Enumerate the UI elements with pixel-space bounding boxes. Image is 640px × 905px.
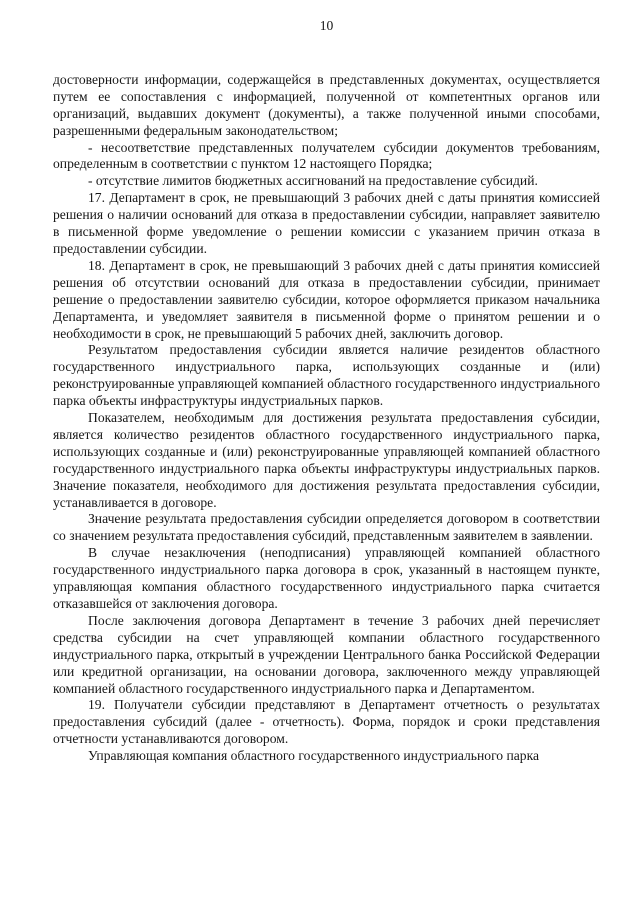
paragraph-result-value: Значение результата предоставления субсидии определяется договором в соответствии со значением результата предоставления субсидий, представленным заявителем в заявлении. bbox=[53, 511, 600, 544]
paragraph-result: Результатом предоставления субсидии является наличие резидентов областного государственного индустриального парка, использующих созданные и (или) реконструированные управляющей компанией областного государственного индустриального парка объекты инфраструктуры индустриальных парков. bbox=[53, 342, 600, 409]
page-number: 10 bbox=[319, 18, 334, 33]
paragraph-transfer: После заключения договора Департамент в течение 3 рабочих дней перечисляет средства субсидии на счет управляющей компании областного государственного индустриального парка, открытый в учреждении Центрального банка Российской Федерации или кредитной организации, на основании договора, заключенного между управляющей компанией областного государственного индустриального парка и Департаментом. bbox=[53, 612, 600, 696]
paragraph-document-verification: достоверности информации, содержащейся в представленных документах, осуществляется путем ее сопоставления с информацией, полученной от компетентных органов или организаций, выдавших документ (документы), а также полученной иными способами, разрешенными федеральным законодательством; bbox=[53, 71, 600, 138]
paragraph-clause-17: 17. Департамент в срок, не превышающий 3 рабочих дней с даты принятия комиссией решения о наличии оснований для отказа в предоставлении субсидии, направляет заявителю в письменной форме уведомление о решении комиссии с указанием причин отказа в предоставлении субсидии. bbox=[53, 190, 600, 256]
paragraph-nonconformity: - несоответствие представленных получателем субсидии документов требованиям, определенным в соответствии с пунктом 12 настоящего Порядка; bbox=[53, 139, 600, 172]
paragraph-clause-18: 18. Департамент в срок, не превышающий 3 рабочих дней с даты принятия комиссией решения об отсутствии оснований для отказа в предоставлении субсидии, принимает решение о предоставлении заявителю субсидии, которое оформляется приказом начальника Департамента, и уведомляет заявителя в письменной форме о принятом решении и о необходимости в срок, не превышающий 5 рабочих дней, заключить договор. bbox=[53, 257, 600, 341]
paragraph-non-conclusion: В случае незаключения (неподписания) управляющей компанией областного государственного индустриального парка договора в срок, указанный в настоящем пункте, управляющая компания областного государственного индустриального парка считается отказавшейся от заключения договора. bbox=[53, 545, 600, 611]
paragraph-indicator: Показателем, необходимым для достижения результата предоставления субсидии, является количество резидентов областного государственного индустриального парка, использующих созданные и (или) реконструированные управляющей компанией областного государственного индустриального парка объекты инфраструктуры индустриальных парков. Значение показателя, необходимого для достижения результата предоставления субсидии, устанавливается в договоре. bbox=[53, 410, 600, 510]
document-page bbox=[53, 18, 600, 765]
paragraph-management-company: Управляющая компания областного государственного индустриального парка bbox=[88, 748, 540, 764]
paragraph-clause-19: 19. Получатели субсидии представляют в Департамент отчетность о результатах предоставления субсидий (далее - отчетность). Форма, порядок и сроки представления отчетности устанавливаются договором. bbox=[53, 697, 600, 747]
paragraph-no-budget-limits: - отсутствие лимитов бюджетных ассигнований на предоставление субсидий. bbox=[88, 173, 538, 189]
